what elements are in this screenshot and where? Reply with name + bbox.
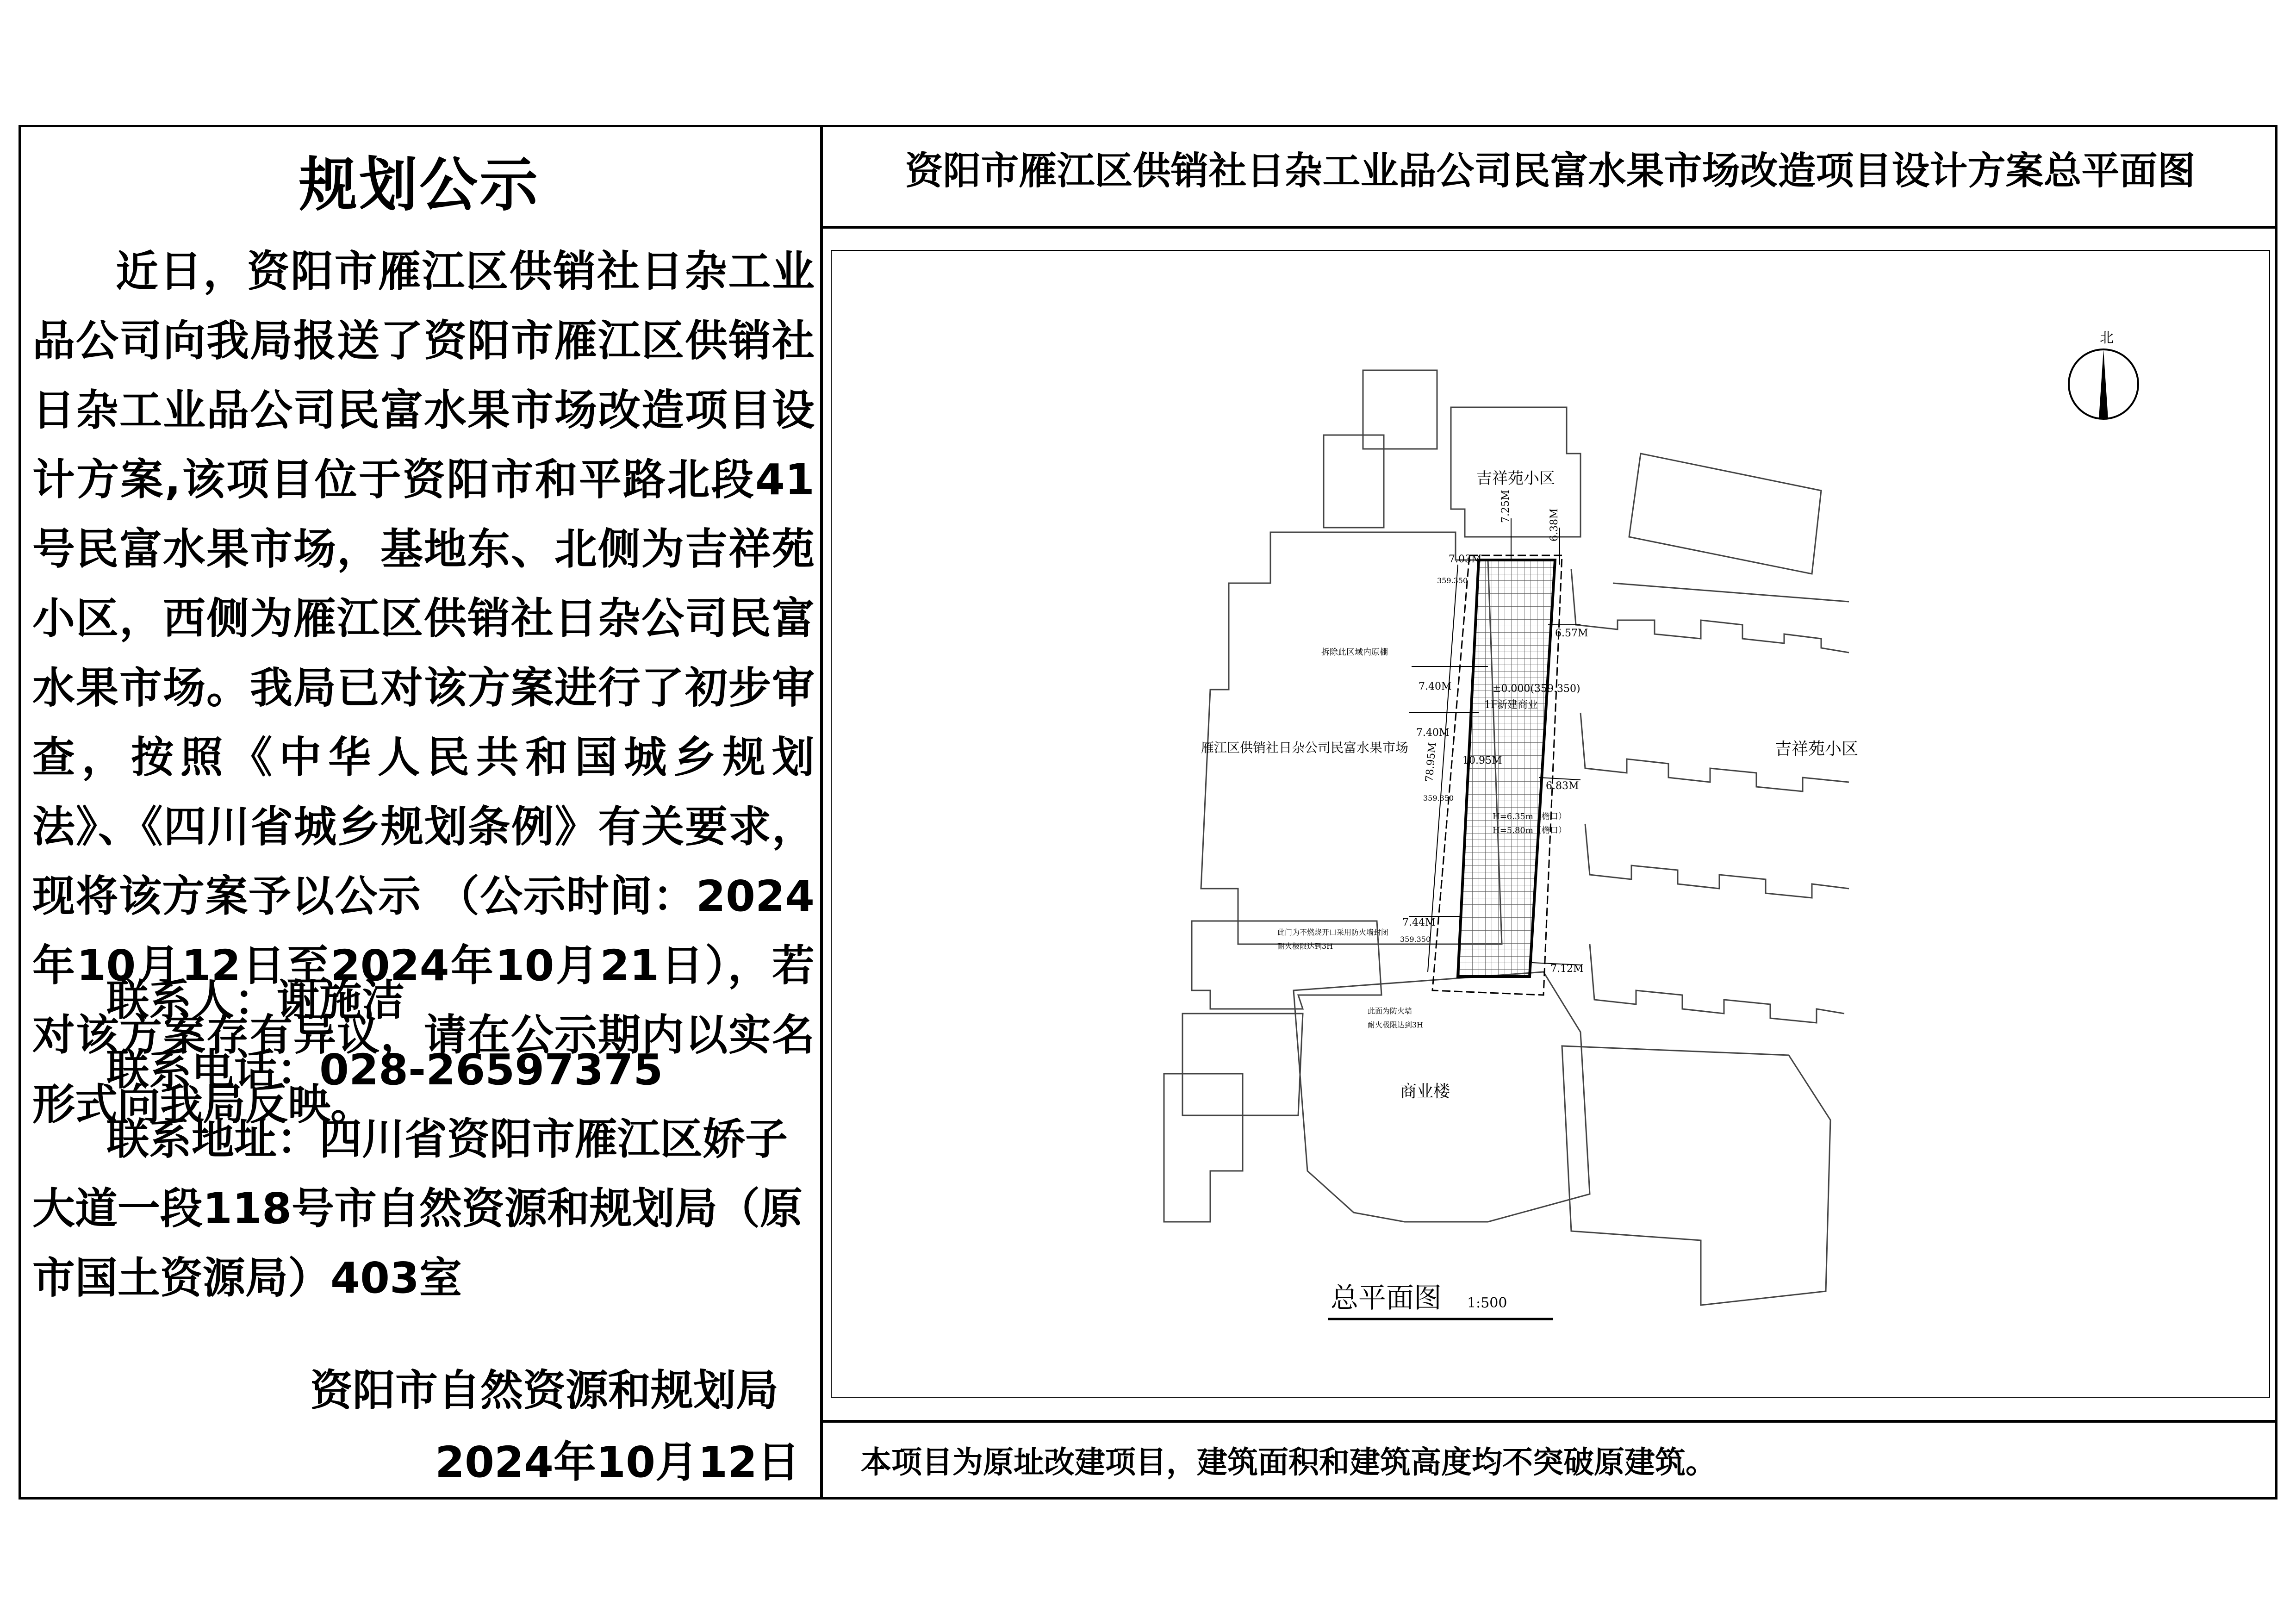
building-outline	[1164, 1074, 1243, 1222]
notice-body-text: 近日，资阳市雁江区供销社日杂工业品公司向我局报送了资阳市雁江区供销社日杂工业品公司民富水果市场改造项目设计方案,该项目位于资阳市和平路北段41号民富水果市场，基地东、北侧为吉祥苑小区，西侧为雁江区供销社日杂公司民富水果市场。我局已对该方案进行了初步审查，按照《中华人民共和国城乡规划法》、《四川省城乡规划条例》有关要求，现将该方案予以公示 （公示时间：2024年10月12日至2024年10月21日），若对该方案存有异议，请在公示期内以实名形式向我局反映。	[32, 247, 815, 1129]
dim-label: 7.12M	[1550, 963, 1584, 975]
notice-title: 规划公示	[299, 151, 540, 219]
dim-label: 7.03M	[1449, 554, 1482, 565]
label-market-west: 雁江区供销社日杂公司民富水果市场	[1201, 740, 1409, 755]
site-plan-svg	[831, 250, 2270, 1398]
dim-label: 6.38M	[1549, 508, 1560, 541]
dim-label: 10.95M	[1462, 755, 1502, 766]
spot-elevation: 359.350	[1400, 935, 1431, 944]
dim-label: 78.95M	[1424, 742, 1439, 783]
dim-label: 7.40M	[1416, 727, 1450, 739]
label-new-building: 新建商业	[1497, 699, 1538, 711]
contact-address: 联系地址：四川省资阳市雁江区娇子大道一段118号市自然资源和规划局（原市国土资源局）403室	[32, 1114, 803, 1303]
label-commercial: 商业楼	[1400, 1082, 1450, 1101]
label-jixiang-east: 吉祥苑小区	[1775, 740, 1859, 759]
row-houses	[1585, 824, 1849, 898]
footer-note: 本项目为原址改建项目，建筑面积和建筑高度均不突破原建筑。	[861, 1444, 1716, 1480]
new-building-footprint	[1458, 560, 1555, 977]
dim-label: 7.44M	[1402, 917, 1436, 928]
dimension-line	[1539, 778, 1580, 780]
label-floors: 1F	[1484, 699, 1498, 711]
label-fire-2: 耐火极限达到3H	[1277, 942, 1333, 951]
dim-label: 7.40M	[1419, 681, 1452, 692]
label-fire-4: 耐火极限达到3H	[1368, 1020, 1424, 1029]
row-houses	[1590, 944, 1844, 1023]
north-arrow	[2069, 330, 2138, 419]
site-plan-drawing	[831, 250, 2270, 1398]
column-divider	[820, 125, 823, 1500]
label-elevation: ±0.000(359.350)	[1493, 683, 1580, 695]
label-height-2: H=5.80m（檐口）	[1493, 826, 1567, 835]
header-divider	[823, 226, 2277, 229]
spot-elevation: 359.350	[1437, 576, 1468, 585]
building-outline	[1562, 1046, 1830, 1305]
drawing-title: 总平面图	[1331, 1282, 1442, 1314]
label-demolish: 拆除此区域内原棚	[1321, 647, 1388, 657]
dim-label: 7.25M	[1500, 490, 1512, 523]
contact-person: 联系人：谢施洁	[106, 976, 405, 1025]
building-market-west	[1201, 532, 1502, 944]
dim-label: 6.57M	[1555, 628, 1588, 639]
spot-elevation: 359.350	[1423, 794, 1454, 803]
north-arrow-needle	[2099, 349, 2108, 419]
label-fire-3: 此面为防火墙	[1368, 1007, 1412, 1015]
north-label: 北	[2100, 330, 2114, 346]
signature-date: 2024年10月12日	[435, 1437, 800, 1487]
label-height-1: H=6.35m（檐口）	[1493, 812, 1567, 821]
label-fire-1: 此门为不燃烧开口采用防火墙封闭	[1277, 928, 1389, 937]
row-houses	[1571, 569, 1849, 653]
boundary-line	[1613, 583, 1849, 602]
footer-divider	[823, 1420, 2277, 1423]
building-outline	[1363, 370, 1437, 449]
dim-label: 6.83M	[1546, 780, 1579, 792]
building-outline	[1629, 454, 1821, 574]
signature-org: 资阳市自然资源和规划局	[310, 1366, 779, 1415]
label-jixiang-north: 吉祥苑小区	[1476, 469, 1555, 488]
drawing-scale: 1:500	[1467, 1295, 1507, 1311]
plan-title: 资阳市雁江区供销社日杂工业品公司民富水果市场改造项目设计方案总平面图	[905, 149, 2196, 193]
contact-phone: 联系电话：028-26597375	[106, 1045, 663, 1095]
